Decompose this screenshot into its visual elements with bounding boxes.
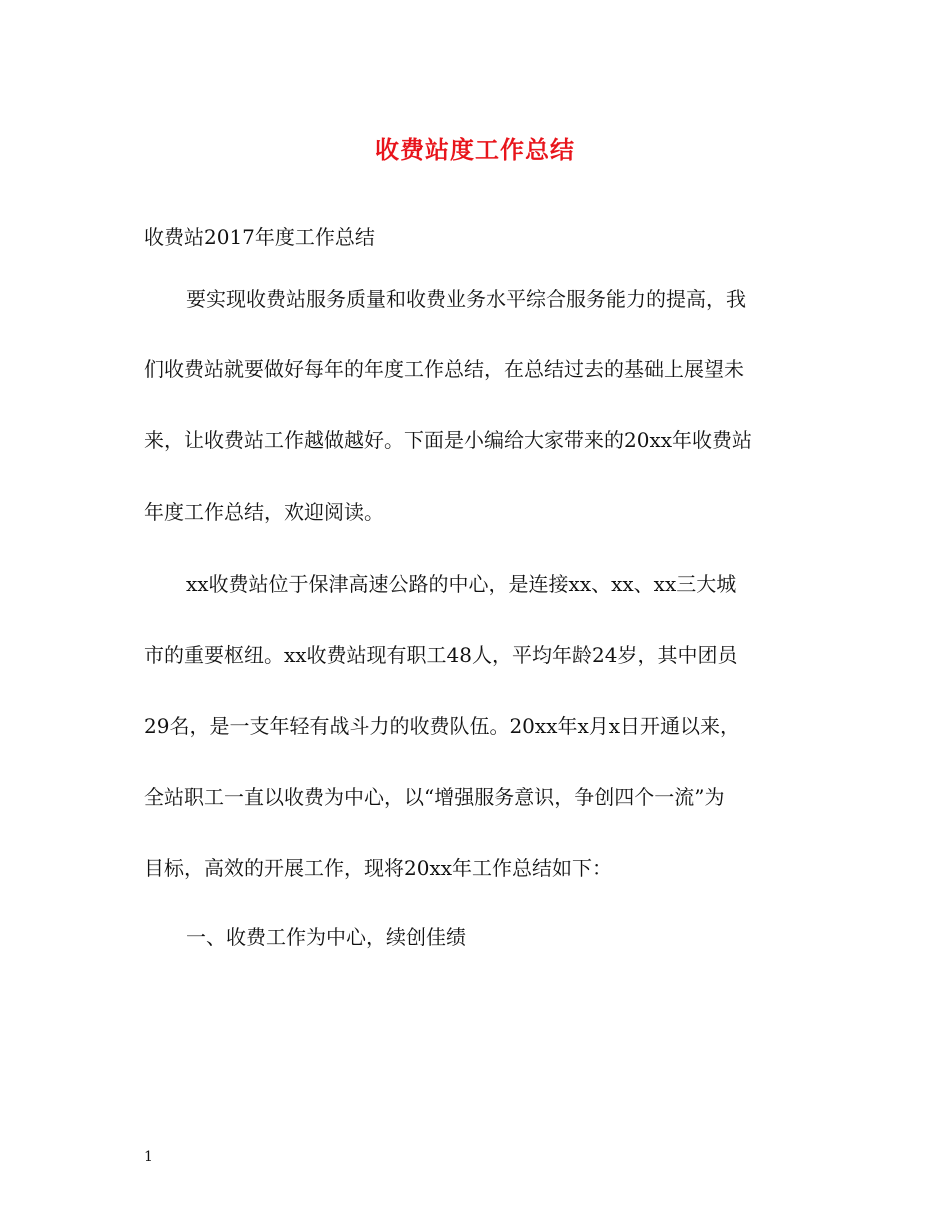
paragraph-line: xx收费站位于保津高速公路的中心，是连接xx、xx、xx三大城 bbox=[186, 572, 737, 596]
paragraph-line: 目标，高效的开展工作，现将20xx年工作总结如下： bbox=[144, 856, 613, 880]
paragraph-line: 29名，是一支年轻有战斗力的收费队伍。20xx年x月x日开通以来， bbox=[144, 714, 741, 738]
document-title: 收费站度工作总结 bbox=[375, 135, 575, 164]
page-number: 1 bbox=[144, 1149, 153, 1165]
paragraph-line: 全站职工一直以收费为中心，以“增强服务意识，争创四个一流”为 bbox=[144, 785, 725, 809]
paragraph-line: 们收费站就要做好每年的年度工作总结，在总结过去的基础上展望未 bbox=[144, 357, 744, 381]
section-heading: 一、收费工作为中心，续创佳绩 bbox=[186, 925, 466, 949]
paragraph-line: 要实现收费站服务质量和收费业务水平综合服务能力的提高，我 bbox=[186, 287, 746, 311]
document-subtitle: 收费站2017年度工作总结 bbox=[144, 225, 375, 249]
paragraph-line: 市的重要枢纽。xx收费站现有职工48人，平均年龄24岁，其中团员 bbox=[144, 643, 738, 667]
paragraph-line: 年度工作总结，欢迎阅读。 bbox=[144, 500, 384, 524]
paragraph-line: 来，让收费站工作越做越好。下面是小编给大家带来的20xx年收费站 bbox=[144, 428, 753, 452]
